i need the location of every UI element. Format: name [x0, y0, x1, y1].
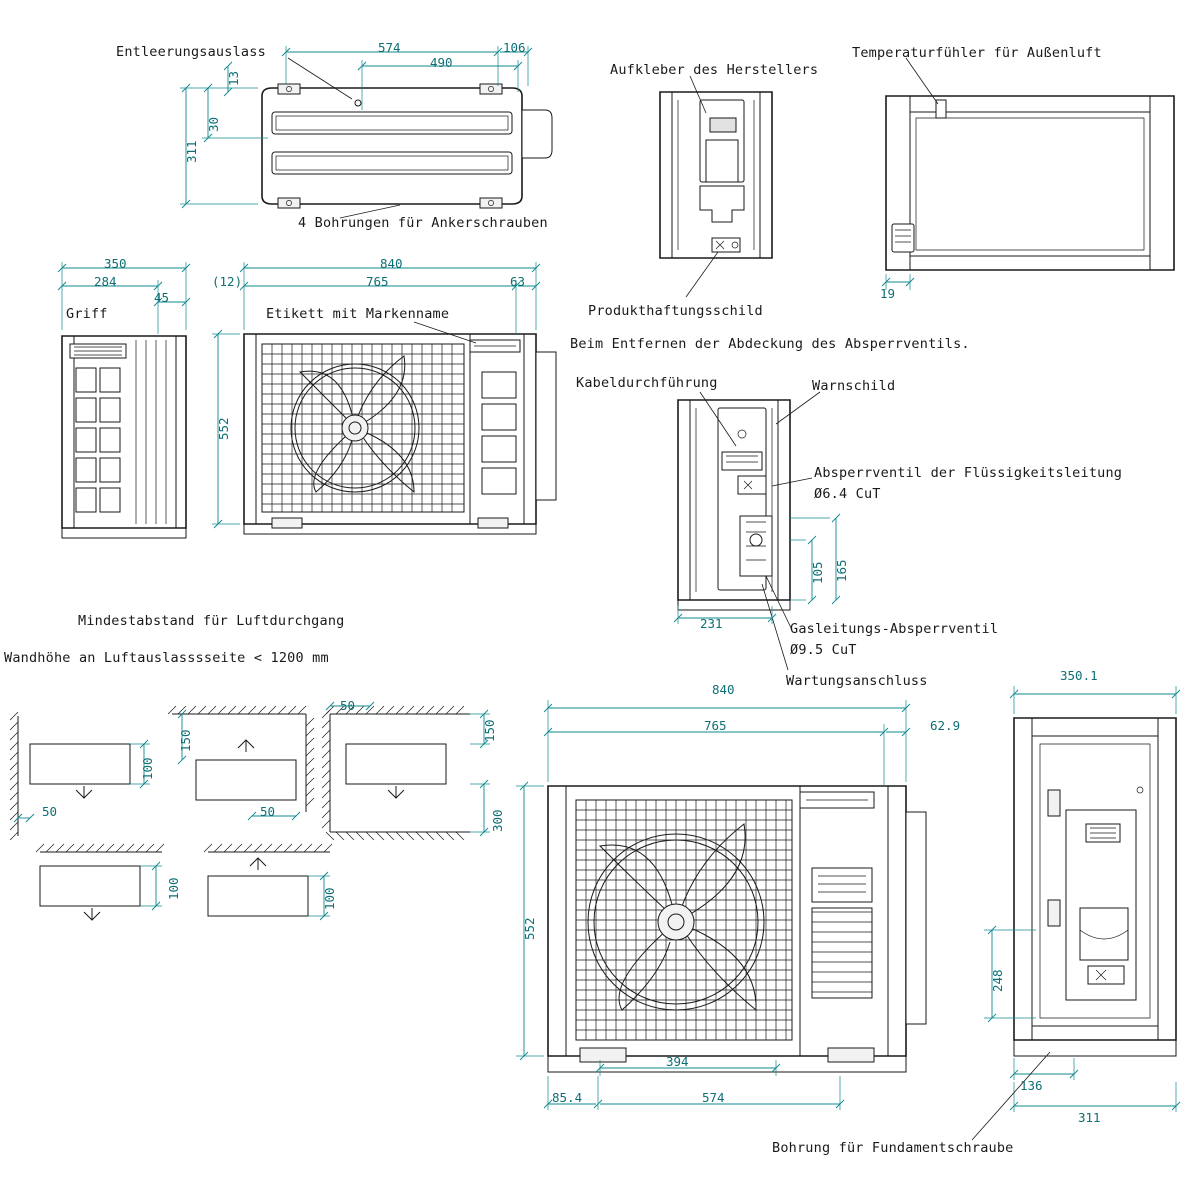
label-warning-sign: Warnschild: [812, 378, 896, 394]
dim-clear-100-b: 100: [166, 877, 181, 900]
label-wall-height-note: Wandhöhe an Luftauslasssseite < 1200 mm: [4, 650, 329, 666]
label-manufacturer-sticker: Aufkleber des Herstellers: [610, 62, 819, 78]
dim-side-284: 284: [94, 274, 117, 289]
dim-side-248: 248: [990, 969, 1005, 992]
label-service-port: Wartungsanschluss: [786, 673, 928, 689]
dim-main-552: 552: [522, 917, 537, 940]
label-gas-stop-valve: Gasleitungs-Absperrventil: [790, 621, 999, 637]
label-liquid-stop-valve-size: Ø6.4 CuT: [814, 486, 881, 502]
rear-view-group: [660, 76, 772, 297]
dim-valve-165: 165: [834, 559, 849, 582]
label-min-clearance: Mindestabstand für Luftdurchgang: [78, 613, 345, 629]
label-gas-stop-valve-size: Ø9.5 CuT: [790, 642, 857, 658]
label-foundation-bolt-hole: Bohrung für Fundamentschraube: [772, 1140, 1014, 1156]
dim-main-840: 840: [712, 682, 735, 697]
dim-main-85-4: 85.4: [552, 1090, 583, 1105]
dim-clear-150-a: 150: [178, 729, 193, 752]
dim-clear-100-c: 100: [322, 887, 337, 910]
label-anchor-holes: 4 Bohrungen für Ankerschrauben: [298, 215, 548, 231]
label-cable-bushing: Kabeldurchführung: [576, 375, 718, 391]
label-outdoor-air-sensor: Temperaturfühler für Außenluft: [852, 45, 1102, 61]
right-side-view-group: [882, 58, 1174, 290]
dim-side-136: 136: [1020, 1078, 1043, 1093]
dim-front-552: 552: [216, 417, 231, 440]
dim-valve-105: 105: [810, 561, 825, 584]
dim-main-765: 765: [704, 718, 727, 733]
dim-main-62-9: 62.9: [930, 718, 961, 733]
dim-top-30: 30: [206, 116, 221, 132]
main-front-view-group: [516, 700, 926, 1110]
dim-rear-19: 19: [880, 286, 896, 301]
dim-side-350-1: 350.1: [1060, 668, 1098, 683]
dim-top-574: 574: [378, 40, 401, 55]
dim-front-840: 840: [380, 256, 403, 271]
dim-front-63: 63: [510, 274, 526, 289]
dim-main-394: 394: [666, 1054, 689, 1069]
label-product-liability-plate: Produkthaftungsschild: [588, 303, 763, 319]
dim-clear-50-b: 50: [260, 804, 276, 819]
clearance-diagrams-group: [10, 702, 490, 920]
dim-side-311: 311: [1078, 1110, 1101, 1125]
dim-top-106: 106: [503, 40, 526, 55]
dim-clear-150-b: 150: [482, 719, 497, 742]
dim-clear-300: 300: [490, 809, 505, 832]
dim-side-350: 350: [104, 256, 127, 271]
label-handle: Griff: [66, 306, 108, 322]
dim-main-574: 574: [702, 1090, 725, 1105]
main-side-view-group: [972, 686, 1180, 1140]
dim-valve-231: 231: [700, 616, 723, 631]
dim-top-490: 490: [430, 55, 453, 70]
label-valve-cover-note: Beim Entfernen der Abdeckung des Absperrventils.: [570, 336, 970, 352]
label-drain-outlet: Entleerungsauslass: [116, 44, 266, 60]
label-brand-label: Etikett mit Markenname: [266, 306, 450, 322]
dim-clear-100-a: 100: [140, 757, 155, 780]
front-view-group: [212, 262, 556, 534]
dim-top-311: 311: [184, 140, 199, 163]
small-side-view-group: [58, 262, 190, 538]
dim-top-13: 13: [226, 70, 241, 86]
dim-clear-50-a: 50: [42, 804, 58, 819]
label-liquid-stop-valve: Absperrventil der Flüssigkeitsleitung: [814, 465, 1123, 481]
dim-front-765: 765: [366, 274, 389, 289]
dim-front-12: (12): [212, 274, 243, 289]
dim-side-45: 45: [154, 290, 170, 305]
dim-clear-50-c: 50: [340, 698, 356, 713]
